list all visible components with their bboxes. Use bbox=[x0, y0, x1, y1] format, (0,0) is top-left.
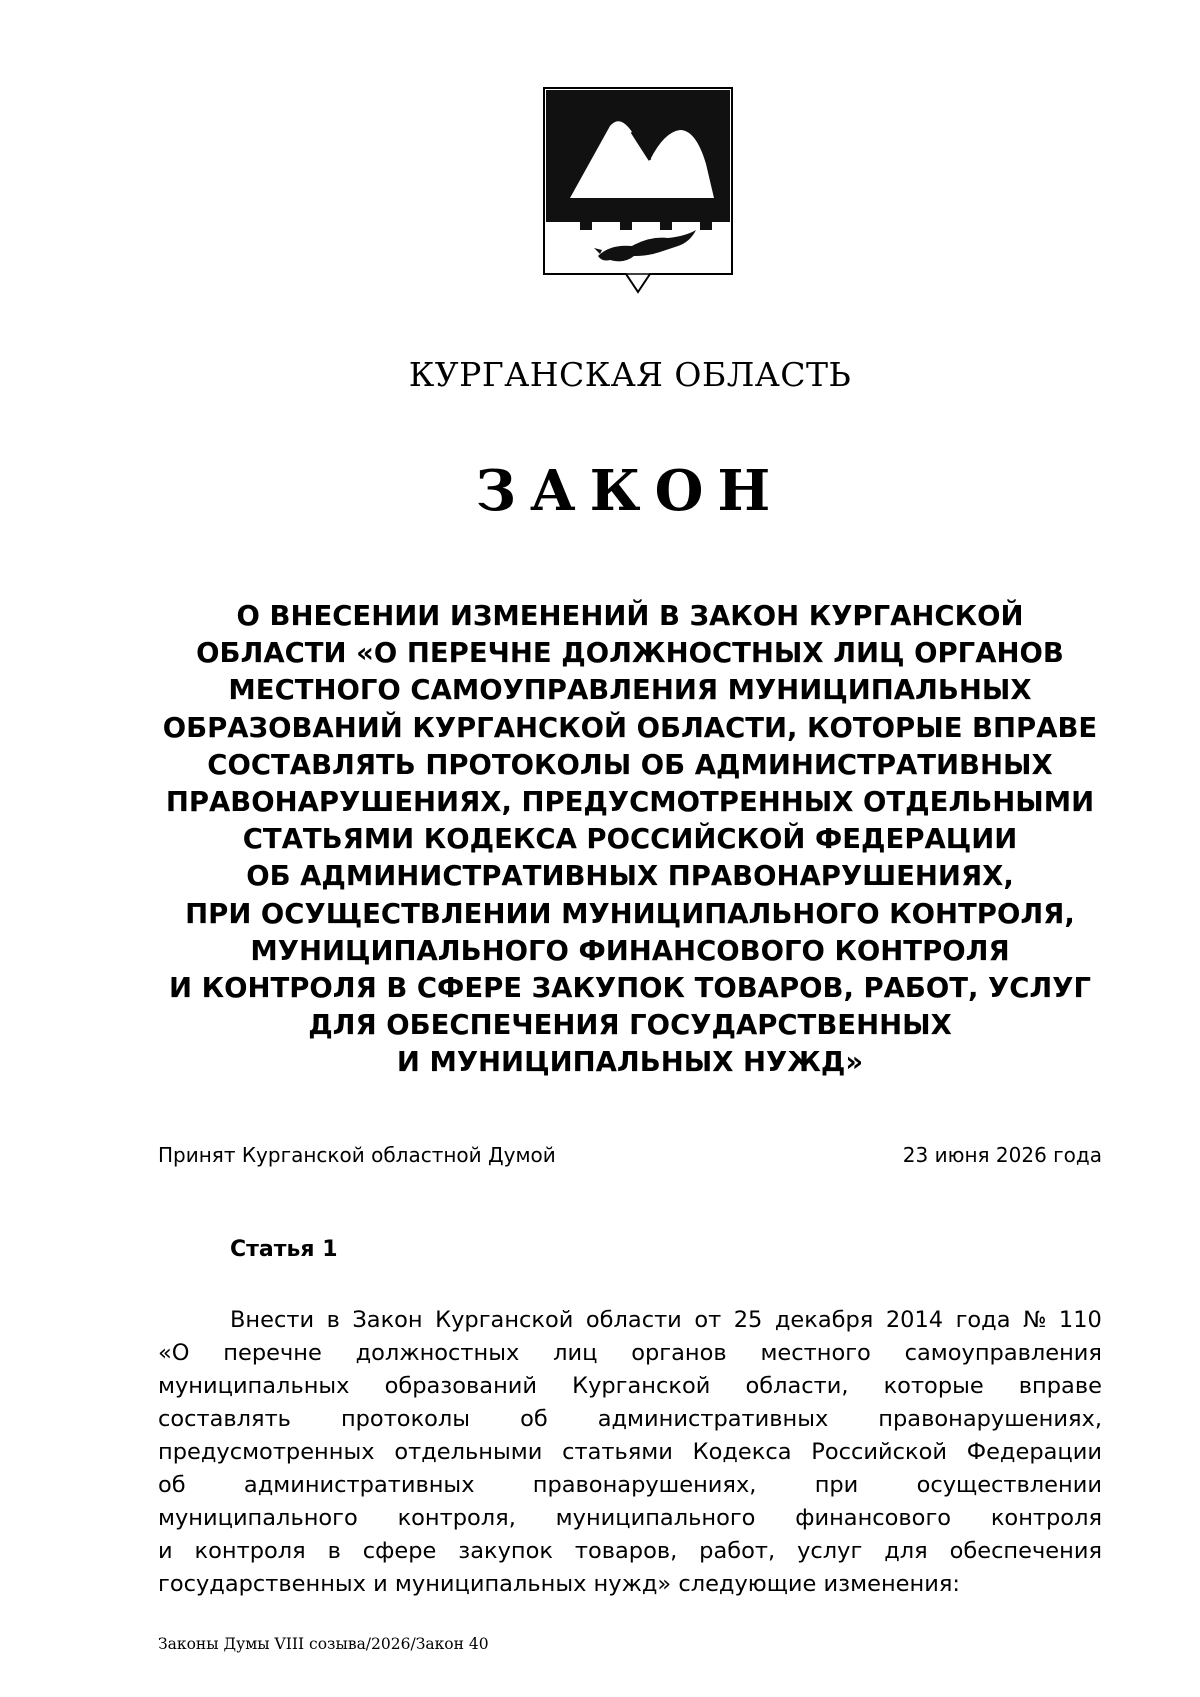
article-word: работ, bbox=[699, 1538, 776, 1564]
article-word: области bbox=[585, 1307, 682, 1333]
article-word: об bbox=[158, 1472, 186, 1498]
article-word: административных bbox=[243, 1472, 475, 1498]
law-heading-line: И МУНИЦИПАЛЬНЫХ НУЖД» bbox=[396, 1046, 864, 1079]
article-word: «О bbox=[158, 1340, 190, 1366]
article-word: 2014 bbox=[885, 1307, 944, 1333]
article-word: Российской bbox=[811, 1439, 947, 1465]
article-word: декабря bbox=[774, 1307, 874, 1333]
article-word: услуг bbox=[797, 1538, 863, 1564]
law-heading-line: О ВНЕСЕНИИ ИЗМЕНЕНИЙ В ЗАКОН КУРГАНСКОЙ bbox=[236, 600, 1024, 632]
article-word: осуществлении bbox=[916, 1472, 1102, 1498]
article-word: Закон bbox=[352, 1307, 423, 1333]
region-title: КУРГАНСКАЯ ОБЛАСТЬ bbox=[408, 355, 852, 394]
article-word: Внести bbox=[230, 1307, 315, 1333]
article-word: лиц bbox=[553, 1340, 598, 1366]
article-word: органов bbox=[631, 1340, 727, 1366]
article-word: товаров, bbox=[574, 1538, 678, 1564]
law-heading-line: ДЛЯ ОБЕСПЕЧЕНИЯ ГОСУДАРСТВЕННЫХ bbox=[308, 1009, 952, 1042]
article-line bbox=[158, 1304, 1102, 1337]
article-word: финансового bbox=[795, 1505, 952, 1531]
law-heading-line: СОСТАВЛЯТЬ ПРОТОКОЛЫ ОБ АДМИНИСТРАТИВНЫХ bbox=[207, 748, 1053, 781]
article-word: предусмотренных bbox=[158, 1439, 375, 1465]
article-word: в bbox=[326, 1307, 340, 1333]
law-heading bbox=[160, 598, 1100, 1082]
law-heading-line: ОБЛАСТИ «О ПЕРЕЧНЕ ДОЛЖНОСТНЫХ ЛИЦ ОРГАНОВ bbox=[196, 637, 1064, 670]
article-word: от bbox=[694, 1307, 722, 1333]
article-word: муниципального bbox=[555, 1505, 756, 1531]
article-word: самоуправления bbox=[904, 1340, 1102, 1366]
article-word: составлять bbox=[158, 1406, 291, 1432]
article-word: муниципальных bbox=[158, 1373, 350, 1399]
article-word: Курганской bbox=[435, 1307, 574, 1333]
article-word: Кодекса bbox=[692, 1439, 792, 1465]
article-word: правонарушениях, bbox=[878, 1406, 1102, 1432]
article-line bbox=[158, 1337, 1102, 1370]
article-word: обеспечения bbox=[949, 1538, 1102, 1564]
article-word: административных bbox=[597, 1406, 829, 1432]
article-word: перечне bbox=[223, 1340, 322, 1366]
article-word: муниципального bbox=[158, 1505, 358, 1531]
coat-of-arms-emblem bbox=[540, 86, 736, 322]
article-word: должностных bbox=[355, 1340, 520, 1366]
article-word: закупок bbox=[458, 1538, 553, 1564]
article-word: правонарушениях, bbox=[532, 1472, 757, 1498]
article-word: отдельными bbox=[394, 1439, 543, 1465]
law-heading-line: ОБРАЗОВАНИЙ КУРГАНСКОЙ ОБЛАСТИ, КОТОРЫЕ ВПРАВЕ bbox=[162, 711, 1098, 744]
document-type-title: ЗАКОН bbox=[475, 458, 785, 524]
article-line: государственных и муниципальных нужд» следующие изменения: bbox=[158, 1571, 960, 1597]
article-body bbox=[158, 1304, 1102, 1601]
adopted-by-text: Принят Курганской областной Думой bbox=[158, 1143, 556, 1167]
footer-reference: Законы Думы VIII созыва/2026/Закон 40 bbox=[158, 1635, 489, 1653]
article-word: 25 bbox=[733, 1307, 763, 1333]
law-heading-line: МЕСТНОГО САМОУПРАВЛЕНИЯ МУНИЦИПАЛЬНЫХ bbox=[228, 674, 1032, 707]
article-word: сфере bbox=[362, 1538, 437, 1564]
law-heading-line: И КОНТРОЛЯ В СФЕРЕ ЗАКУПОК ТОВАРОВ, РАБОТ, УСЛУГ bbox=[169, 972, 1091, 1005]
article-word: местного bbox=[760, 1340, 871, 1366]
article-word: Курганской bbox=[572, 1373, 711, 1399]
law-heading-line: ПРАВОНАРУШЕНИЯХ, ПРЕДУСМОТРЕННЫХ ОТДЕЛЬНЫМИ bbox=[165, 786, 1095, 819]
article-word: для bbox=[884, 1538, 928, 1564]
article-line bbox=[158, 1436, 1102, 1469]
law-heading-line: ПРИ ОСУЩЕСТВЛЕНИИ МУНИЦИПАЛЬНОГО КОНТРОЛЯ, bbox=[185, 897, 1075, 930]
article-word: при bbox=[814, 1472, 859, 1498]
article-word: статьями bbox=[562, 1439, 673, 1465]
law-heading-line: МУНИЦИПАЛЬНОГО ФИНАНСОВОГО КОНТРОЛЯ bbox=[250, 934, 1010, 967]
article-word: в bbox=[327, 1538, 341, 1564]
article-word: Федерации bbox=[966, 1439, 1102, 1465]
article-word: контроля, bbox=[397, 1505, 516, 1531]
law-heading-line: СТАТЬЯМИ КОДЕКСА РОССИЙСКОЙ ФЕДЕРАЦИИ bbox=[242, 823, 1018, 856]
article-line bbox=[158, 1502, 1102, 1535]
article-word: и bbox=[158, 1538, 173, 1564]
article-title: Статья 1 bbox=[230, 1237, 338, 1262]
article-word: протоколы bbox=[340, 1406, 471, 1432]
adoption-date: 23 июня 2026 года bbox=[902, 1143, 1102, 1167]
article-word: области, bbox=[745, 1373, 849, 1399]
article-word: года bbox=[955, 1307, 1011, 1333]
article-word: образований bbox=[384, 1373, 538, 1399]
article-line bbox=[158, 1469, 1102, 1502]
article-word: вправе bbox=[1018, 1373, 1102, 1399]
article-line bbox=[158, 1403, 1102, 1436]
article-word: контроля bbox=[990, 1505, 1102, 1531]
article-word: которые bbox=[883, 1373, 984, 1399]
article-line bbox=[158, 1370, 1102, 1403]
article-line bbox=[158, 1535, 1102, 1568]
article-word: об bbox=[520, 1406, 548, 1432]
article-word: 110 bbox=[1058, 1307, 1102, 1333]
article-word: № bbox=[1023, 1307, 1047, 1333]
law-heading-line: ОБ АДМИНИСТРАТИВНЫХ ПРАВОНАРУШЕНИЯХ, bbox=[246, 860, 1014, 893]
article-word: контроля bbox=[194, 1538, 306, 1564]
